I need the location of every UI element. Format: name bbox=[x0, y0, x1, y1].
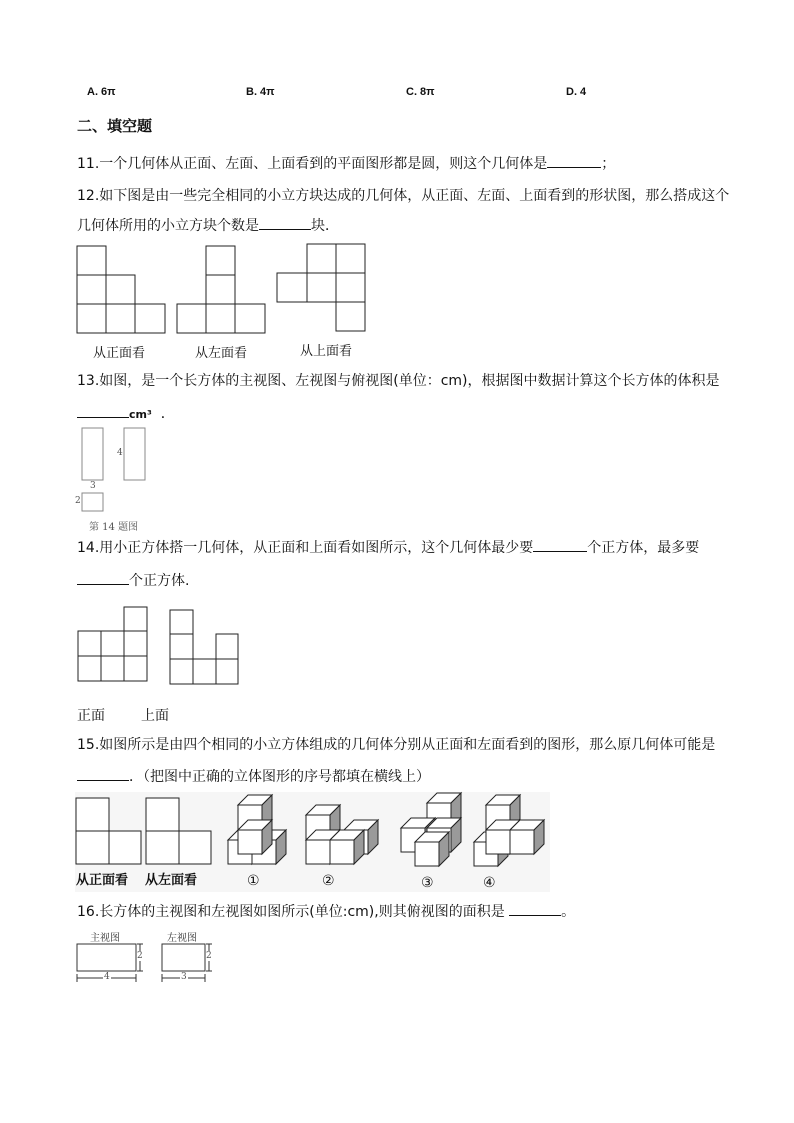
q16-dim-left-width: 3 bbox=[181, 972, 187, 982]
q13-label-2: 2 bbox=[75, 496, 81, 506]
q15-line2-end: ．（把图中正确的立体图形的序号都填在横线上） bbox=[129, 769, 430, 785]
q12-caption-left: 从左面看 bbox=[195, 346, 248, 361]
section-title: 二、填空题 bbox=[77, 117, 153, 135]
q13-label-4: 4 bbox=[117, 448, 123, 458]
q15-line1: 15.如图所示是由四个相同的小立方体组成的几何体分别从正面和左面看到的图形，那么原几何体可能是 bbox=[77, 737, 716, 753]
q13-unit: cm³ bbox=[129, 408, 152, 421]
q12-line2-end: 块． bbox=[311, 218, 339, 234]
q16-dim-main-height: 2 bbox=[137, 951, 143, 961]
option-a: A. 6π bbox=[87, 86, 116, 98]
q15-number-2: ② bbox=[322, 873, 335, 889]
q13-fig-caption: 第 14 题图 bbox=[89, 522, 139, 533]
q13-end: ． bbox=[160, 406, 175, 422]
q15-number-1: ① bbox=[247, 873, 260, 889]
q16-dim-main-width: 4 bbox=[104, 972, 110, 982]
q16-text: 16.长方体的主视图和左视图如图所示(单位:cm),则其俯视图的面积是 bbox=[77, 904, 505, 920]
q12-line1: 12.如下图是由一些完全相同的小立方块达成的几何体，从正面、左面、上面看到的形状图，那么搭成这个 bbox=[77, 188, 730, 204]
q15-number-3: ③ bbox=[421, 875, 434, 891]
q15-number-4: ④ bbox=[483, 875, 496, 891]
q16-main-view-label: 主视图 bbox=[90, 933, 120, 944]
q11-end: ； bbox=[601, 156, 616, 172]
q14-line1-start: 14.用小正方体搭一几何体，从正面和上面看如图所示，这个几何体最少要 bbox=[77, 540, 534, 556]
q16-left-view-label: 左视图 bbox=[167, 933, 197, 944]
q11-text: 11.一个几何体从正面、左面、上面看到的平面图形都是圆，则这个几何体是 bbox=[77, 156, 548, 172]
q13-label-3: 3 bbox=[90, 481, 96, 491]
option-b: B. 4π bbox=[246, 86, 275, 98]
option-d: D. 4 bbox=[566, 86, 587, 98]
q14-caption-front: 正面 bbox=[77, 708, 105, 724]
q14-caption-top: 上面 bbox=[141, 708, 169, 724]
q12-line2-start: 几何体所用的小立方块个数是 bbox=[77, 218, 259, 234]
q15-caption-left: 从左面看 bbox=[145, 873, 198, 888]
q12-caption-top: 从上面看 bbox=[300, 344, 353, 359]
q14-line1-end: 个正方体，最多要 bbox=[587, 540, 700, 556]
q14-line2-end: 个正方体. bbox=[129, 573, 190, 589]
q16-dim-left-height: 2 bbox=[206, 951, 212, 961]
q16-end: 。 bbox=[561, 904, 576, 920]
q13-line1: 13.如图，是一个长方体的主视图、左视图与俯视图(单位：cm)，根据图中数据计算这个长方体的体积是 bbox=[77, 373, 720, 389]
q15-caption-front: 从正面看 bbox=[76, 873, 129, 888]
option-c: C. 8π bbox=[406, 86, 435, 98]
q12-caption-front: 从正面看 bbox=[93, 346, 146, 361]
